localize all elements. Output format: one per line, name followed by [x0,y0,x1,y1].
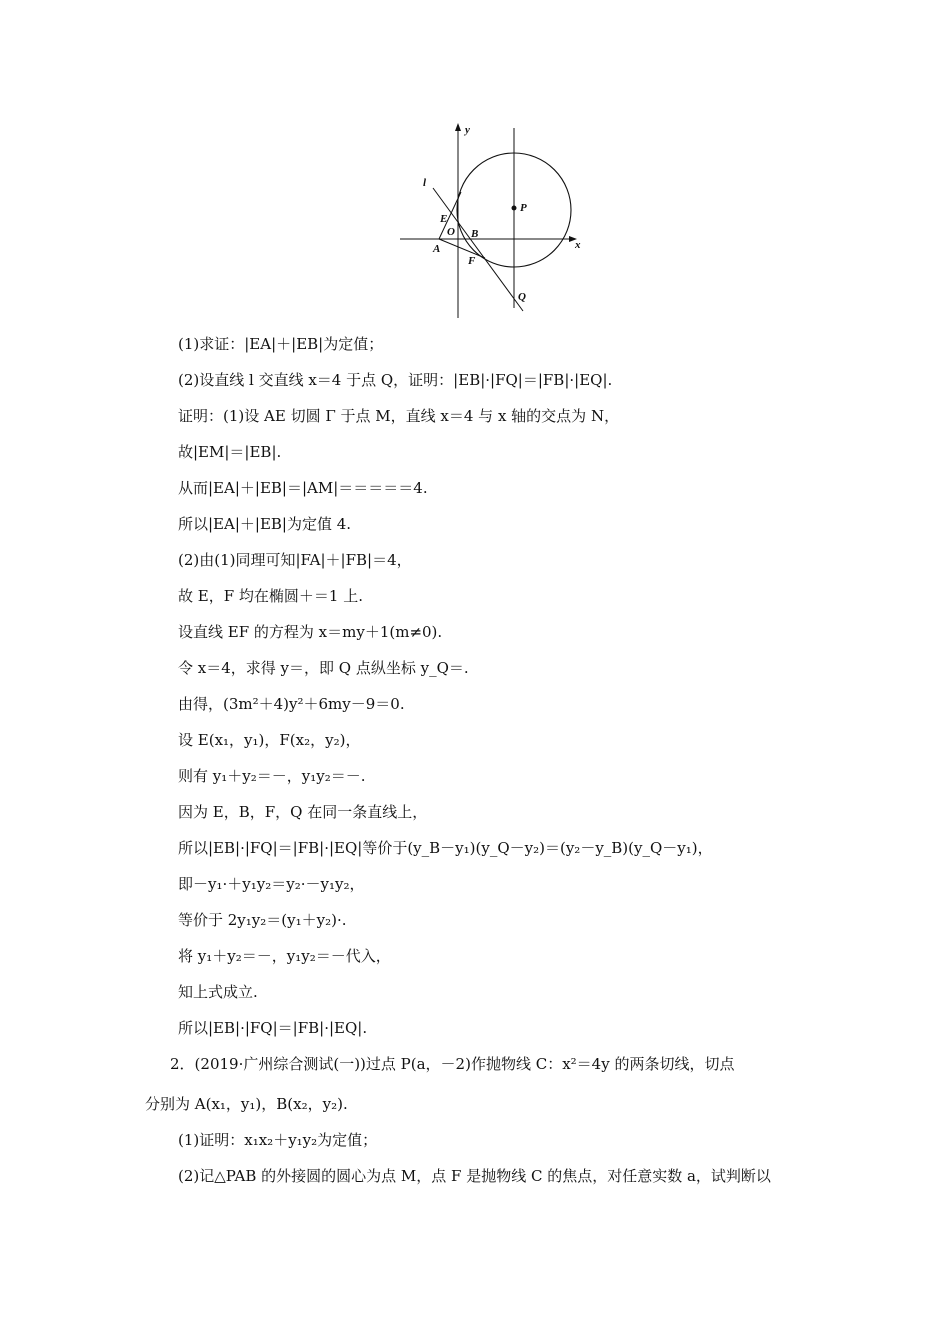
label-x: x [575,239,581,251]
text-line: 设 E(x₁，y₁)，F(x₂，y₂)， [178,731,361,749]
geometry-figure [395,118,595,323]
line-l [433,188,523,311]
label-P: P [520,202,527,214]
text-line: (1)求证：|EA|＋|EB|为定值； [178,335,384,353]
text-line: 即－y₁·＋y₁y₂＝y₂·－y₁y₂， [178,875,365,893]
label-l: l [423,177,427,189]
text-line: (2)由(1)同理可知|FA|＋|FB|＝4， [178,551,412,569]
text-line: 由得，(3m²＋4)y²＋6my－9＝0. [178,695,405,713]
label-O: O [447,226,455,238]
label-Q: Q [518,291,526,303]
text-line: 所以|EB|·|FQ|＝|FB|·|EQ|. [178,1019,368,1037]
text-line: 将 y₁＋y₂＝－，y₁y₂＝－代入， [178,947,391,965]
text-line: 则有 y₁＋y₂＝－，y₁y₂＝－. [178,767,366,785]
text-line: (2)设直线 l 交直线 x＝4 于点 Q，证明：|EB|·|FQ|＝|FB|·|EQ|. [178,371,613,389]
problem-2-line-2: 分别为 A(x₁，y₁)，B(x₂，y₂). [145,1095,348,1113]
text-line: 因为 E，B，F，Q 在同一条直线上， [178,803,428,821]
text-line: 知上式成立. [178,983,258,1001]
y-axis-arrow [455,123,461,131]
text-line: 等价于 2y₁y₂＝(y₁＋y₂)·. [178,911,347,929]
label-B: B [471,228,479,240]
text-line: 故 E，F 均在椭圆＋＝1 上. [178,587,363,605]
label-y: y [465,124,470,136]
text-line: 所以|EA|＋|EB|为定值 4. [178,515,352,533]
text-line: 设直线 EF 的方程为 x＝my＋1(m≠0). [178,623,443,641]
label-F: F [468,255,476,267]
text-line: 所以|EB|·|FQ|＝|FB|·|EQ|等价于(y_B－y₁)(y_Q－y₂)＝(y₂－y_B)(y_Q－y₁)， [178,839,713,857]
label-E: E [440,213,448,225]
point-P [512,206,517,211]
tangent-AF [439,239,485,258]
text-line: 故|EM|＝|EB|. [178,443,282,461]
text-line: 从而|EA|＋|EB|＝|AM|＝＝＝＝＝4. [178,479,428,497]
text-line: 令 x＝4，求得 y＝，即 Q 点纵坐标 y_Q＝. [178,659,469,677]
label-A: A [433,243,441,255]
problem-2-line-1: 2．(2019·广州综合测试(一))过点 P(a，－2)作抛物线 C：x²＝4y 的两条切线，切点 [170,1055,735,1073]
problem-2-part-2: (2)记△PAB 的外接圆的圆心为点 M，点 F 是抛物线 C 的焦点，对任意实数 a，试判断以 [178,1167,771,1185]
problem-2-part-1: (1)证明：x₁x₂＋y₁y₂为定值； [178,1131,378,1149]
text-line: 证明：(1)设 AE 切圆 Γ 于点 M，直线 x＝4 与 x 轴的交点为 N， [178,407,620,425]
